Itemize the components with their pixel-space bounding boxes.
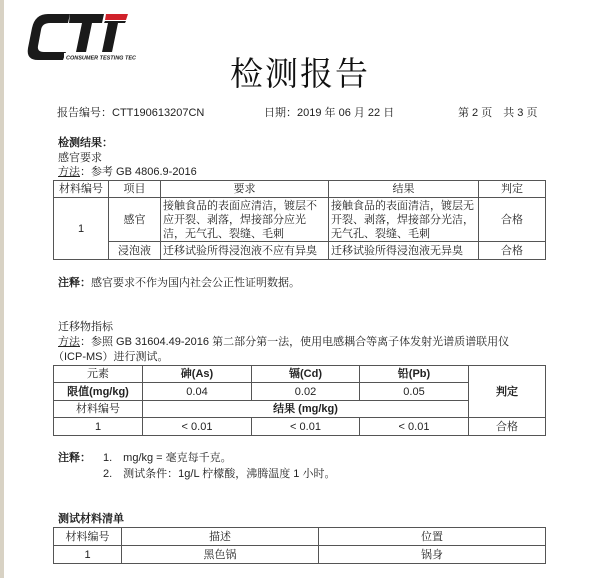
table-row bbox=[54, 546, 546, 564]
result-value: < 0.01 bbox=[143, 418, 252, 436]
verdict-cell: 合格 bbox=[479, 242, 546, 260]
sensory-method: 方法：参考 GB 4806.9-2016 bbox=[58, 166, 197, 178]
col-header: 项目 bbox=[109, 181, 161, 198]
migration-method: 方法：参照 GB 31604.49-2016 第二部分第一法，使用电感耦合等离子体发射光谱质谱联用仪 bbox=[58, 336, 510, 348]
element-header: 铅(Pb) bbox=[360, 366, 469, 383]
table-row bbox=[54, 242, 546, 260]
table-row bbox=[54, 198, 546, 242]
verdict-header: 判定 bbox=[469, 366, 546, 418]
col-header: 材料编号 bbox=[54, 528, 122, 546]
limit-value: 0.02 bbox=[252, 383, 360, 401]
col-header: 要求 bbox=[161, 181, 329, 198]
svg-text:CONSUMER TESTING TECH: CONSUMER TESTING TECH bbox=[66, 55, 136, 62]
description-cell: 黑色锅 bbox=[122, 546, 319, 564]
col-header: 结果 bbox=[329, 181, 479, 198]
migration-table bbox=[53, 365, 546, 436]
requirement-cell: 接触食品的表面应清洁，镀层不应开裂、剥落，焊接部分应光洁，无气孔、裂缝、毛刺 bbox=[161, 198, 329, 242]
migration-note-1: 1. mg/kg = 毫克每千克。 bbox=[103, 452, 232, 464]
report-number: 报告编号：CTT190613207CN bbox=[57, 107, 205, 119]
col-header: 材料编号 bbox=[54, 181, 109, 198]
result-value: < 0.01 bbox=[360, 418, 469, 436]
migration-note-label: 注释： bbox=[58, 452, 91, 464]
results-heading: 检测结果： bbox=[58, 137, 113, 149]
element-header: 砷(As) bbox=[143, 366, 252, 383]
migration-method-cont: （ICP-MS）进行测试。 bbox=[53, 351, 169, 363]
sensory-table bbox=[53, 180, 546, 260]
col-header: 描述 bbox=[122, 528, 319, 546]
requirement-cell: 迁移试验所得浸泡液不应有异臭 bbox=[161, 242, 329, 260]
col-header: 位置 bbox=[319, 528, 546, 546]
materials-heading: 测试材料清单 bbox=[58, 513, 124, 525]
migration-note-2: 2. 测试条件：1g/L 柠檬酸，沸腾温度 1 小时。 bbox=[103, 468, 336, 480]
result-cell: 接触食品的表面清洁，镀层无开裂、剥落，焊接部分光洁，无气孔、裂缝、毛刺 bbox=[329, 198, 479, 242]
result-header: 结果 (mg/kg) bbox=[143, 401, 469, 418]
material-label: 材料编号 bbox=[54, 401, 143, 418]
item-cell: 感官 bbox=[109, 198, 161, 242]
result-value: < 0.01 bbox=[252, 418, 360, 436]
limit-label: 限值(mg/kg) bbox=[54, 383, 143, 401]
element-header: 镉(Cd) bbox=[252, 366, 360, 383]
table-row bbox=[54, 418, 546, 436]
limit-value: 0.05 bbox=[360, 383, 469, 401]
sensory-heading: 感官要求 bbox=[58, 152, 102, 164]
sensory-note: 注释：感官要求不作为国内社会公正性证明数据。 bbox=[58, 277, 300, 289]
result-cell: 迁移试验所得浸泡液无异臭 bbox=[329, 242, 479, 260]
verdict-cell: 合格 bbox=[469, 418, 546, 436]
materials-table bbox=[53, 527, 546, 564]
item-cell: 浸泡液 bbox=[109, 242, 161, 260]
migration-heading: 迁移物指标 bbox=[58, 321, 113, 333]
page-number: 第 2 页 共 3 页 bbox=[458, 107, 538, 119]
report-title: 检测报告 bbox=[230, 57, 370, 93]
report-date: 日期：2019 年 06 月 22 日 bbox=[264, 107, 395, 119]
location-cell: 锅身 bbox=[319, 546, 546, 564]
element-label: 元素 bbox=[54, 366, 143, 383]
material-cell: 1 bbox=[54, 418, 143, 436]
material-cell: 1 bbox=[54, 546, 122, 564]
col-header: 判定 bbox=[479, 181, 546, 198]
verdict-cell: 合格 bbox=[479, 198, 546, 242]
material-cell: 1 bbox=[54, 198, 109, 260]
limit-value: 0.04 bbox=[143, 383, 252, 401]
